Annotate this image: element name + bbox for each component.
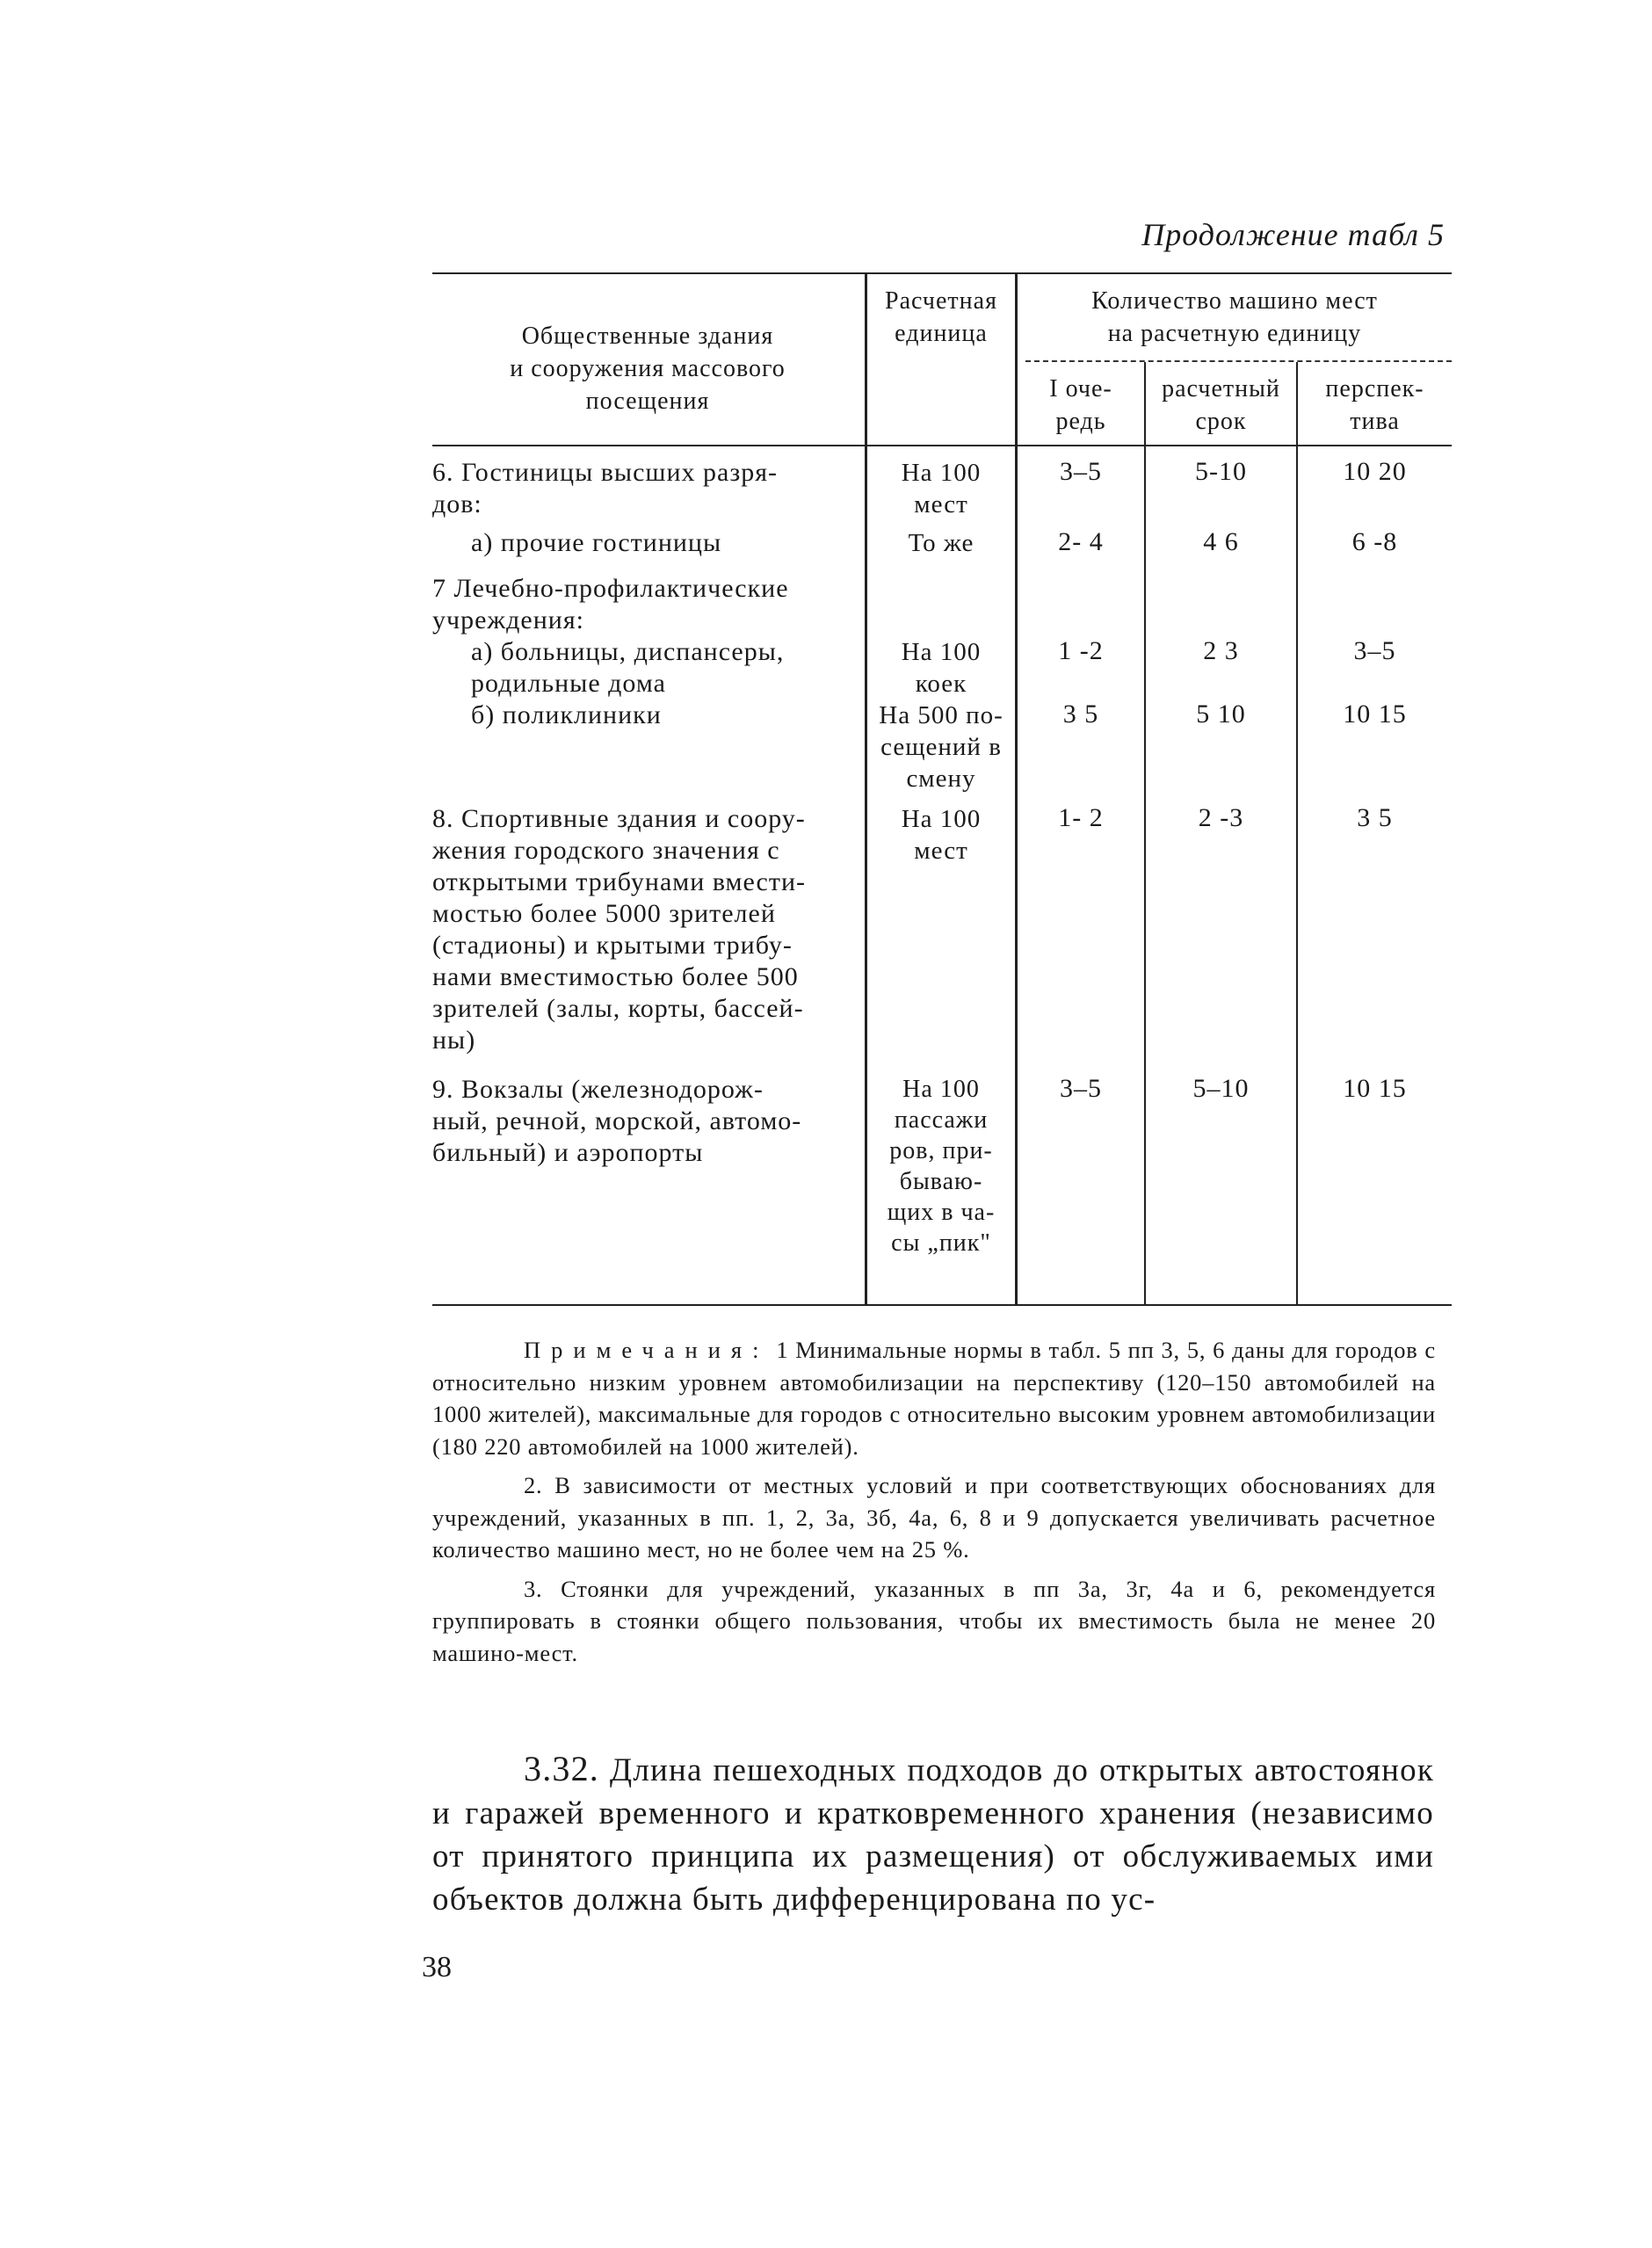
row-8-unit-line1: На 100 [901,805,982,833]
row-9-design-period: 5–10 [1192,1074,1250,1103]
row-9-unit-line4: бываю- [899,1168,983,1195]
row-9-unit [867,1074,1015,1258]
page-number: 38 [422,1951,452,1983]
row-6-unit-line1: На 100 [901,459,982,487]
row-8-perspective: 3 5 [1357,803,1393,832]
row-8-name-line6: нами вместимостью более 500 [432,962,799,991]
row-8-name-line8: ны) [432,1026,476,1055]
row-9-name [432,1074,859,1169]
header-group-line1: Количество машино мест [1091,287,1378,315]
section-paragraph [432,1747,1434,1921]
row-7-name [432,573,859,636]
row-7a-name-line2: родильные дома [471,669,666,698]
header-col1-line3: посещения [585,388,710,415]
group-header-rule [1025,360,1452,362]
sub-column-divider-1 [1144,362,1146,1306]
header-col1-line1: Общественные здания [521,323,774,350]
row-7a-perspective: 3–5 [1353,636,1396,665]
header-sub1-line1: I оче- [1049,375,1112,402]
row-8-name-line4: мостью более 5000 зрителей [432,899,776,928]
note-3: 3. Стоянки для учреждений, указанных в пп 3а, 3г, 4а и 6, рекомендуется группировать в стоянки общего пользования, чтобы их вместимость была не менее 20 машино-мест. [432,1575,1436,1666]
header-unit [867,285,1015,350]
parking-norms-table [432,272,1452,1306]
row-9-unit-line1: На 100 [902,1076,980,1103]
row-6-name [432,457,859,520]
row-7a-name-line1: а) больницы, диспансеры, [471,637,785,666]
header-group-line2: на расчетную единицу [1107,320,1362,347]
note-2: 2. В зависимости от местных условий и при соответствующих обоснованиях для учреждений, указанных в пп. 1, 2, 3а, 3б, 4а, 6, 8 и 9 допускается увеличивать расчетное количество машино мест, но не более чем на 25 %. [432,1472,1436,1563]
row-8-first-stage: 1- 2 [1058,803,1104,832]
row-6-perspective: 10 20 [1343,457,1407,486]
running-head: Продолжение табл 5 [1141,217,1445,252]
row-6-unit-line2: мест [914,490,968,518]
table-bottom-rule [432,1304,1452,1306]
row-6-name-line1: 6. Гостиницы высших разря- [432,458,779,487]
table-notes [432,1334,1436,1676]
row-7-name-line1: 7 Лечебно-профилактические [432,574,789,603]
row-6-unit [867,457,1015,520]
row-7a-name [432,636,859,700]
row-9-unit-line2: пассажи [894,1106,989,1134]
row-6a-unit [867,527,1015,559]
row-7b-unit-line3: смену [906,765,976,793]
header-col2-line2: единица [895,320,988,347]
row-6a-design-period: 4 6 [1203,527,1239,556]
row-7b-design-period: 5 10 [1196,700,1246,729]
row-8-unit [867,803,1015,867]
row-7b-name [432,700,859,731]
row-7b-first-stage: 3 5 [1062,700,1099,729]
row-7b-unit [867,700,1015,794]
header-parking-count [1018,285,1452,350]
header-sub2-line1: расчетный [1162,375,1280,402]
row-7b-name-line1: б) поликлиники [471,700,662,729]
row-9-unit-line6: сы „пик" [891,1229,991,1257]
header-col2-line1: Расчетная [885,287,997,315]
sub-column-divider-2 [1296,362,1298,1306]
header-sub3-line1: перспек- [1325,375,1424,402]
row-9-name-line2: ный, речной, морской, автомо- [432,1106,802,1135]
row-6a-perspective: 6 -8 [1351,527,1398,556]
row-6-first-stage: 3–5 [1060,457,1102,486]
row-7b-unit-line1: На 500 по- [879,701,1004,729]
row-8-name-line3: открытыми трибунами вмести- [432,867,806,896]
row-7a-unit-line2: коек [915,670,967,698]
header-first-stage [1018,373,1144,438]
paragraph-number: 3.32. [524,1749,599,1788]
row-7a-design-period: 2 3 [1203,636,1239,665]
row-9-name-line3: бильный) и аэропорты [432,1138,704,1167]
row-7a-unit [867,636,1015,700]
row-7b-unit-line2: сещений в [880,733,1002,761]
row-7b-perspective: 10 15 [1343,700,1407,729]
header-perspective [1298,373,1452,438]
row-9-unit-line3: ров, при- [889,1137,993,1164]
paragraph-body [432,1747,1434,1921]
row-6-design-period: 5-10 [1195,457,1247,486]
note-1 [432,1334,1436,1462]
row-9-name-line1: 9. Вокзалы (железнодорож- [432,1075,764,1104]
table-top-rule [432,272,1452,274]
row-8-name-line7: зрителей (залы, корты, бассей- [432,994,804,1023]
row-7-name-line2: учреждения: [432,606,584,635]
note-1-text: 1 Минимальные нормы в табл. 5 пп 3, 5, 6 даны для городов с относительно низким уровнем автомобилизации на перспективу (120–150 автомобилей на 1000 жителей), максимальные для городов с относительно высоким уровнем автомобилизации (180 220 автомобилей на 1000 жителей). [432,1337,1436,1460]
row-6a-name [432,527,859,559]
row-8-name [432,803,859,1056]
paragraph-text: Длина пешеходных подходов до открытых автостоянок и гаражей временного и кратковременного хранения (независимо от принятого принципа их размещения) от обслуживаемых ими объектов должна быть дифференцирована по ус- [432,1752,1434,1918]
table-header-bottom-rule [432,445,1452,446]
row-6-name-line2: дов: [432,489,482,518]
header-design-period [1146,373,1296,438]
row-8-design-period: 2 -3 [1198,803,1244,832]
row-8-name-line5: (стадионы) и крытыми трибу- [432,931,793,960]
header-building-type [432,320,863,417]
row-8-name-line2: жения городского значения с [432,836,780,865]
row-8-unit-line2: мест [914,837,968,865]
row-9-unit-line5: щих в ча- [887,1199,996,1226]
row-9-perspective: 10 15 [1343,1074,1407,1103]
row-7a-unit-line1: На 100 [901,638,982,666]
row-9-first-stage: 3–5 [1060,1074,1102,1103]
row-6a-first-stage: 2- 4 [1058,527,1104,556]
header-sub3-line2: тива [1350,408,1400,435]
row-7a-first-stage: 1 -2 [1058,636,1104,665]
row-8-name-line1: 8. Спортивные здания и соору- [432,804,806,833]
header-sub2-line2: срок [1195,408,1247,435]
row-6a-name-line1: а) прочие гостиницы [471,528,722,557]
notes-label: Примечания: [524,1337,770,1363]
row-6a-unit-line1: То же [908,529,975,557]
header-sub1-line2: редь [1055,408,1106,435]
header-col1-line2: и сооружения массового [510,355,786,382]
